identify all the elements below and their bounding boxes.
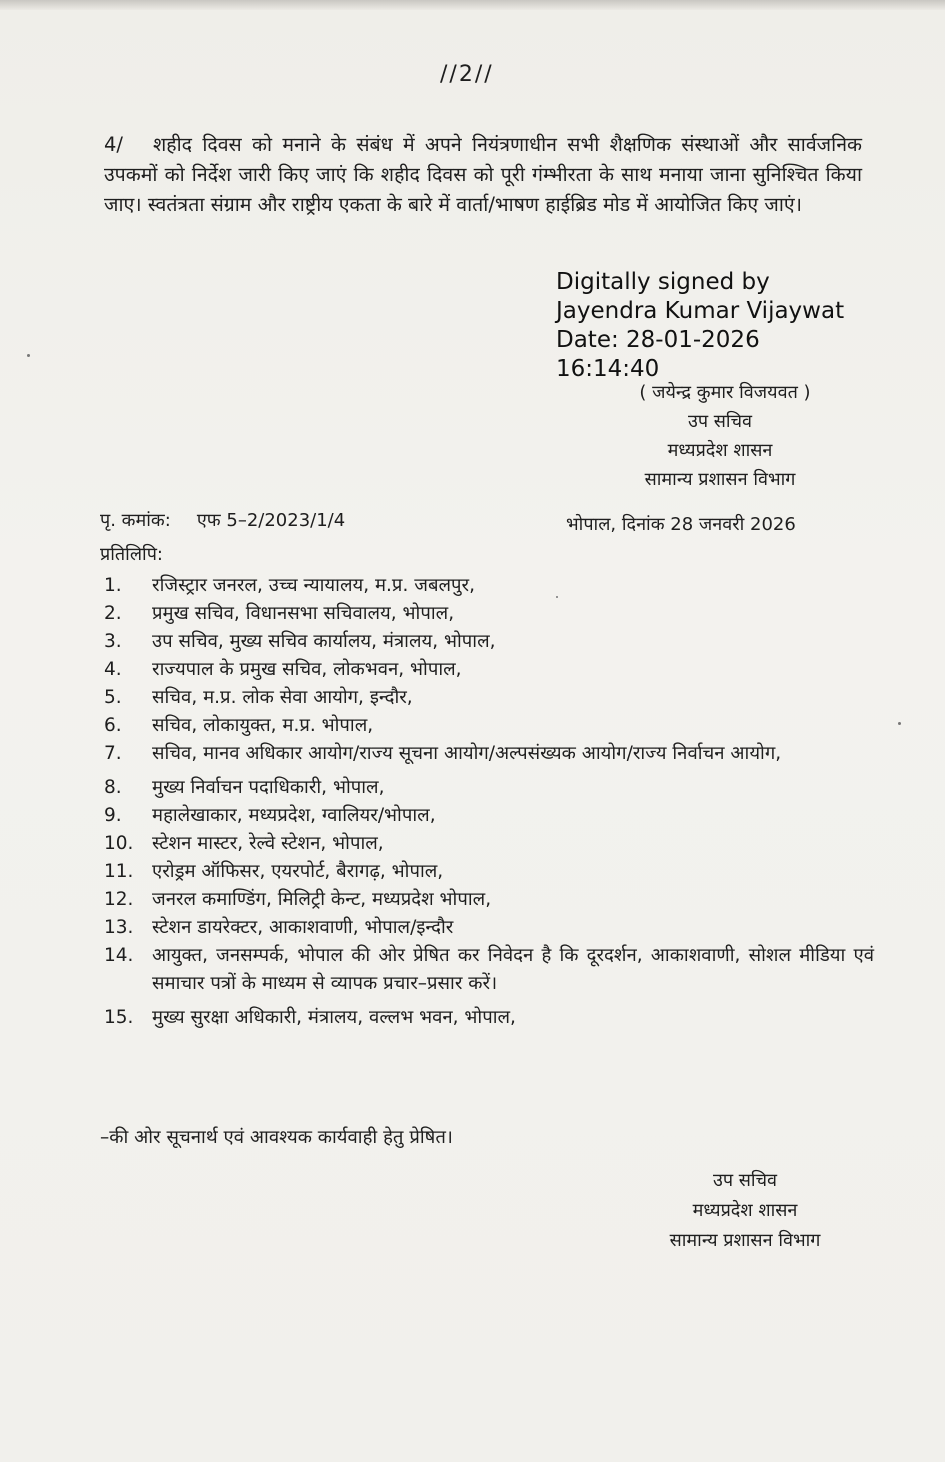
- copy-to-label: प्रतिलिपि:: [100, 544, 163, 565]
- list-item-number: 12.: [104, 889, 134, 910]
- list-item-number: 9.: [104, 805, 122, 826]
- list-item-text: महालेखाकार, मध्यप्रदेश, ग्वालियर/भोपाल,: [152, 805, 436, 826]
- page-number: //2//: [440, 62, 494, 87]
- list-item-number: 3.: [104, 631, 122, 652]
- digital-signature-line-3: Date: 28-01-2026: [556, 327, 760, 353]
- bottom-signatory-department: सामान्य प्रशासन विभाग: [669, 1230, 821, 1251]
- list-item: [104, 858, 874, 886]
- list-item: [104, 942, 874, 998]
- list-item: [104, 684, 874, 712]
- list-item-text: राज्यपाल के प्रमुख सचिव, लोकभवन, भोपाल,: [152, 659, 462, 680]
- list-item-number: 4.: [104, 659, 122, 680]
- list-item-number: 14.: [104, 945, 134, 966]
- bottom-signatory-designation: उप सचिव: [712, 1170, 778, 1191]
- list-item-number: 13.: [104, 917, 134, 938]
- digital-signature-line-1: Digitally signed by: [556, 269, 770, 295]
- closing-line: –की ओर सूचनार्थ एवं आवश्यक कार्यवाही हेतु प्रेषित।: [100, 1127, 453, 1148]
- paper-top-edge: [0, 0, 945, 10]
- list-item: [104, 914, 874, 942]
- list-item-text: एरोड्रम ऑफिसर, एयरपोर्ट, बैरागढ़, भोपाल,: [152, 861, 444, 882]
- bottom-signatory-block: [620, 1166, 870, 1256]
- signatory-block: [560, 378, 880, 494]
- place-date: भोपाल, दिनांक 28 जनवरी 2026: [566, 514, 796, 535]
- list-item-number: 6.: [104, 715, 122, 736]
- paper-speck: [898, 722, 901, 725]
- list-item: [104, 628, 874, 656]
- reference-number: एफ 5–2/2023/1/4: [196, 510, 346, 531]
- paper-speck: [27, 354, 30, 357]
- signatory-department: सामान्य प्रशासन विभाग: [644, 469, 796, 490]
- list-item: [104, 802, 874, 830]
- bottom-signatory-government: मध्यप्रदेश शासन: [692, 1200, 798, 1221]
- list-item: [104, 656, 874, 684]
- list-item: [104, 830, 874, 858]
- signatory-designation: उप सचिव: [687, 411, 753, 432]
- list-item: [104, 600, 874, 628]
- list-item-number: 8.: [104, 777, 122, 798]
- paragraph-number: 4/: [104, 133, 123, 156]
- list-item-text: मुख्य निर्वाचन पदाधिकारी, भोपाल,: [152, 777, 385, 798]
- list-item-number: 5.: [104, 687, 122, 708]
- list-item-number: 7.: [104, 743, 122, 764]
- list-item: [104, 886, 874, 914]
- digital-signature-line-2: Jayendra Kumar Vijaywat: [556, 298, 845, 324]
- reference-number-group: [100, 508, 345, 532]
- list-item: [104, 572, 874, 600]
- list-item-text: स्टेशन मास्टर, रेल्वे स्टेशन, भोपाल,: [152, 833, 384, 854]
- list-item-text: रजिस्ट्रार जनरल, उच्च न्यायालय, म.प्र. जबलपुर,: [152, 575, 476, 596]
- digital-signature-line-4: 16:14:40: [556, 356, 660, 382]
- digital-signature-block: [556, 268, 896, 384]
- list-item: [104, 740, 874, 768]
- copy-list: [104, 572, 874, 1032]
- list-item-text: जनरल कमाण्डिंग, मिलिट्री केन्ट, मध्यप्रदेश भोपाल,: [152, 889, 492, 910]
- list-item-text: मुख्य सुरक्षा अधिकारी, मंत्रालय, वल्लभ भवन, भोपाल,: [152, 1007, 516, 1028]
- list-item: [104, 1004, 874, 1032]
- list-item-text: स्टेशन डायरेक्टर, आकाशवाणी, भोपाल/इन्दौर: [152, 917, 454, 938]
- paragraph-4: [104, 130, 862, 220]
- signatory-name: ( जयेन्द्र कुमार विजयवत ): [639, 382, 811, 403]
- list-item-text: आयुक्त, जनसम्पर्क, भोपाल की ओर प्रेषित कर निवेदन है कि दूरदर्शन, आकाशवाणी, सोशल मीडिया एवं समाचार पत्रों के माध्यम से व्यापक प्रचार–प्रसार करें।: [152, 945, 874, 994]
- list-item-number: 2.: [104, 603, 122, 624]
- list-item-number: 1.: [104, 575, 122, 596]
- list-item: [104, 712, 874, 740]
- paragraph-text: शहीद दिवस को मनाने के संबंध में अपने नियंत्रणाधीन सभी शैक्षणिक संस्थाओं और सार्वजनिक उपकमों को निर्देश जारी किए जाएं कि शहीद दिवस को पूरी गंम्भीरता के साथ मनाया जाना सुनिश्चित किया जाए। स्वतंत्रता संग्राम और राष्ट्रीय एकता के बारे में वार्ता/भाषण हाईब्रिड मोड में आयोजित किए जाएं।: [104, 133, 862, 216]
- list-item-number: 10.: [104, 833, 134, 854]
- signatory-government: मध्यप्रदेश शासन: [667, 440, 773, 461]
- list-item-text: सचिव, मानव अधिकार आयोग/राज्य सूचना आयोग/अल्पसंख्यक आयोग/राज्य निर्वाचन आयोग,: [152, 743, 782, 764]
- list-item-text: सचिव, लोकायुक्त, म.प्र. भोपाल,: [152, 715, 374, 736]
- list-item-number: 15.: [104, 1007, 134, 1028]
- reference-label: पृ. कमांक:: [100, 510, 171, 531]
- list-item-number: 11.: [104, 861, 134, 882]
- list-item: [104, 774, 874, 802]
- list-item-text: सचिव, म.प्र. लोक सेवा आयोग, इन्दौर,: [152, 687, 413, 708]
- list-item-text: उप सचिव, मुख्य सचिव कार्यालय, मंत्रालय, भोपाल,: [152, 631, 496, 652]
- list-item-text: प्रमुख सचिव, विधानसभा सचिवालय, भोपाल,: [152, 603, 455, 624]
